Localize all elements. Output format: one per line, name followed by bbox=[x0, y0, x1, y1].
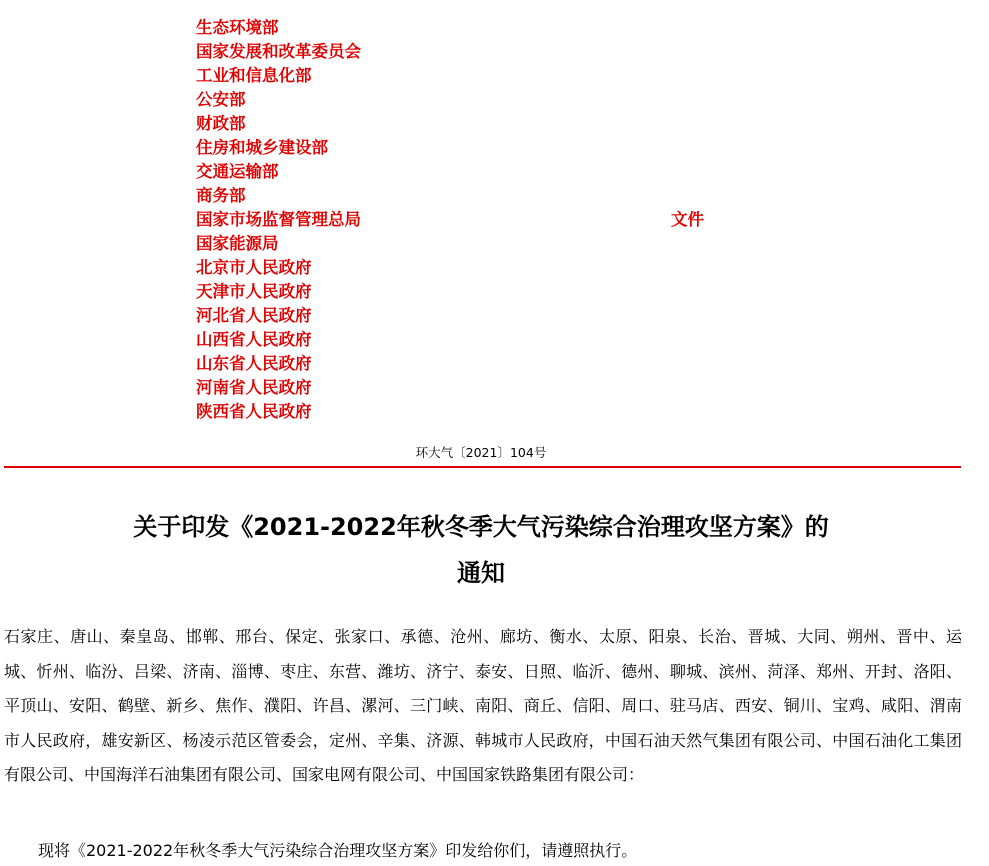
document-number: 环大气〔2021〕104号 bbox=[415, 445, 547, 460]
document-title bbox=[0, 504, 962, 596]
title-line-2: 通知 bbox=[457, 559, 505, 587]
body-paragraph: 现将《2021-2022年秋冬季大气污染综合治理攻坚方案》印发给你们，请遵照执行。 bbox=[38, 841, 638, 860]
issuer-line: 北京市人民政府 bbox=[196, 258, 312, 277]
issuer-line: 山西省人民政府 bbox=[196, 330, 312, 349]
red-divider-line bbox=[4, 466, 961, 468]
issuer-line: 国家市场监督管理总局 bbox=[196, 210, 361, 229]
issuer-line: 国家能源局 bbox=[196, 234, 279, 253]
issuer-line: 工业和信息化部 bbox=[196, 66, 312, 85]
issuer-line: 天津市人民政府 bbox=[196, 282, 312, 301]
file-label: 文件 bbox=[671, 210, 704, 229]
addressee-list: 石家庄、唐山、秦皇岛、邯郸、邢台、保定、张家口、承德、沧州、廊坊、衡水、太原、阳泉、长治、晋城、大同、朔州、晋中、运城、忻州、临汾、吕梁、济南、淄博、枣庄、东营、潍坊、济宁、泰安、日照、临沂、德州、聊城、滨州、菏泽、郑州、开封、洛阳、平顶山、安阳、鹤壁、新乡、焦作、濮阳、许昌、漯河、三门峡、南阳、商丘、信阳、周口、驻马店、西安、铜川、宝鸡、咸阳、渭南市人民政府，雄安新区、杨凌示范区管委会，定州、辛集、济源、韩城市人民政府，中国石油天然气集团有限公司、中国石油化工集团有限公司、中国海洋石油集团有限公司、国家电网有限公司、中国国家铁路集团有限公司： bbox=[4, 627, 962, 784]
issuer-line: 财政部 bbox=[196, 114, 246, 133]
issuer-line: 住房和城乡建设部 bbox=[196, 138, 328, 157]
title-line-1: 关于印发《2021-2022年秋冬季大气污染综合治理攻坚方案》的 bbox=[133, 513, 829, 541]
issuer-line: 河南省人民政府 bbox=[196, 378, 312, 397]
issuer-line: 国家发展和改革委员会 bbox=[196, 42, 361, 61]
issuer-line: 商务部 bbox=[196, 186, 246, 205]
issuer-line: 交通运输部 bbox=[196, 162, 279, 181]
issuer-line: 公安部 bbox=[196, 90, 246, 109]
issuer-line: 河北省人民政府 bbox=[196, 306, 312, 325]
issuer-line: 生态环境部 bbox=[196, 18, 279, 37]
issuer-line: 山东省人民政府 bbox=[196, 354, 312, 373]
issuer-line: 陕西省人民政府 bbox=[196, 402, 312, 421]
